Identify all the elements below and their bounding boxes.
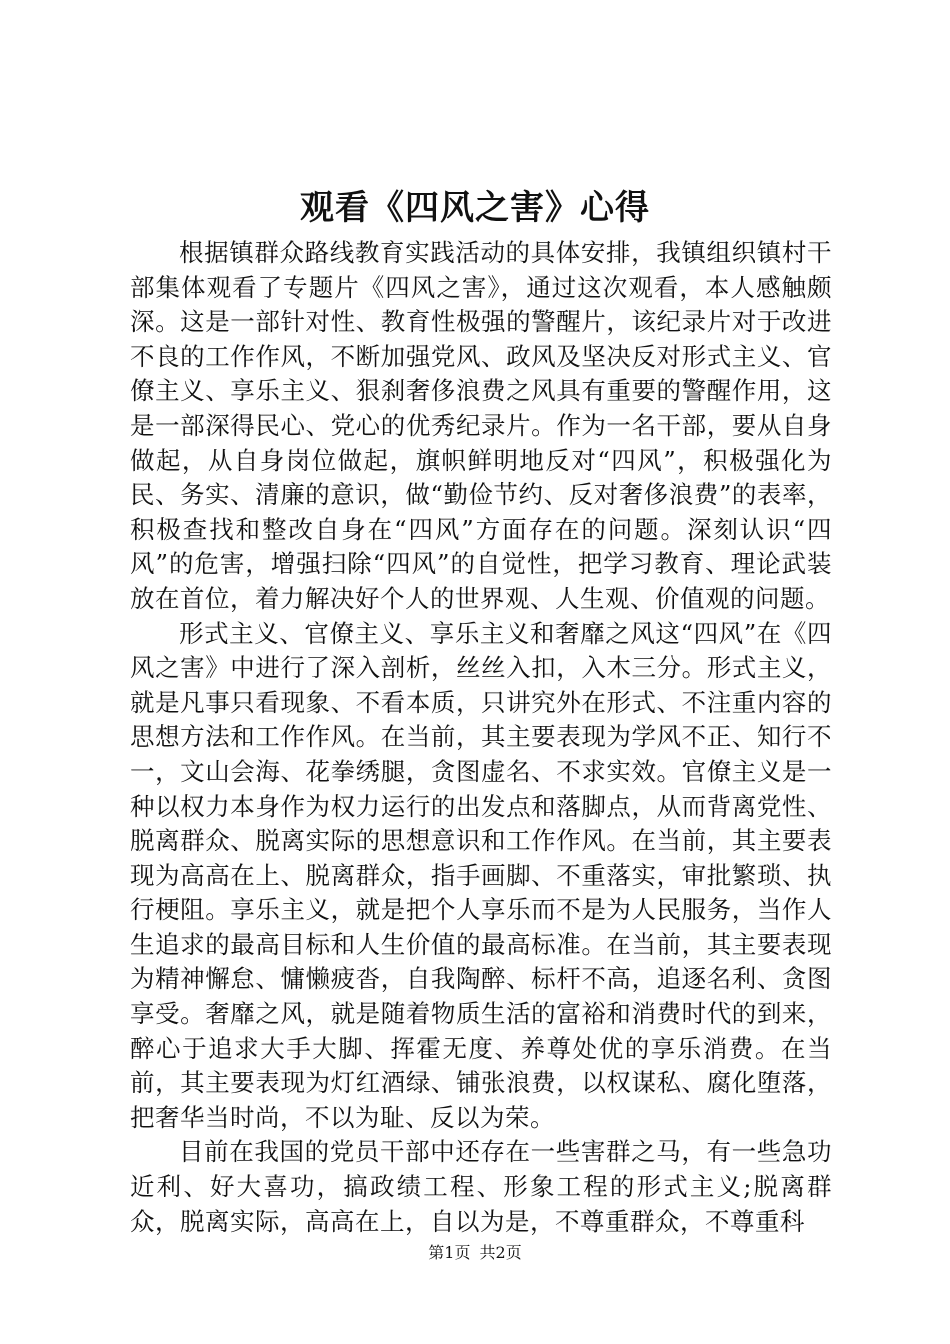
page-footer — [0, 1242, 950, 1264]
paragraph-2: 形式主义、官僚主义、享乐主义和奢靡之风这“四风”在《四风之害》中进行了深入剖析，丝丝入扣，入木三分。形式主义，就是凡事只看现象、不看本质，只讲究外在形式、不注重内容的思想方法和工作作风。在当前，其主要表现为学风不正、知行不一，文山会海、花拳绣腿，贪图虚名、不求实效。官僚主义是一种以权力本身作为权力运行的出发点和落脚点，从而背离党性、脱离群众、脱离实际的思想意识和工作作风。在当前，其主要表现为高高在上、脱离群众，指手画脚、不重落实，审批繁琐、执行梗阻。享乐主义，就是把个人享乐而不是为人民服务，当作人生追求的最高目标和人生价值的最高标准。在当前，其主要表现为精神懈怠、慵懒疲沓，自我陶醉、标杆不高，追逐名利、贪图享受。奢靡之风，就是随着物质生活的富裕和消费时代的到来，醉心于追求大手大脚、挥霍无度、养尊处优的享乐消费。在当前，其主要表现为灯红酒绿、铺张浪费，以权谋私、腐化堕落，把奢华当时尚，不以为耻、反以为荣。 — [130, 618, 832, 1132]
paragraph-1: 根据镇群众路线教育实践活动的具体安排，我镇组织镇村干部集体观看了专题片《四风之害》，通过这次观看，本人感触颇深。这是一部针对性、教育性极强的警醒片，该纪录片对于改进不良的工作作风，不断加强党风、政风及坚决反对形式主义、官僚主义、享乐主义、狠刹奢侈浪费之风具有重要的警醒作用，这是一部深得民心、党心的优秀纪录片。作为一名干部，要从自身做起，从自身岗位做起，旗帜鲜明地反对“四风”，积极强化为民、务实、清廉的意识，做“勤俭节约、反对奢侈浪费”的表率，积极查找和整改自身在“四风”方面存在的问题。深刻认识“四风”的危害，增强扫除“四风”的自觉性，把学习教育、理论武装放在首位，着力解决好个人的世界观、人生观、价值观的问题。 — [130, 238, 832, 613]
document-body — [130, 236, 832, 1239]
page-number-current: 第1页 — [428, 1243, 471, 1262]
page-number-total: 共2页 — [479, 1243, 522, 1262]
paragraph-3: 目前在我国的党员干部中还存在一些害群之马，有一些急功近利、好大喜功，搞政绩工程、形象工程的形式主义;脱离群众，脱离实际，高高在上，自以为是，不尊重群众，不尊重科 — [130, 1137, 832, 1236]
document-title: 观看《四风之害》心得 — [300, 188, 650, 228]
